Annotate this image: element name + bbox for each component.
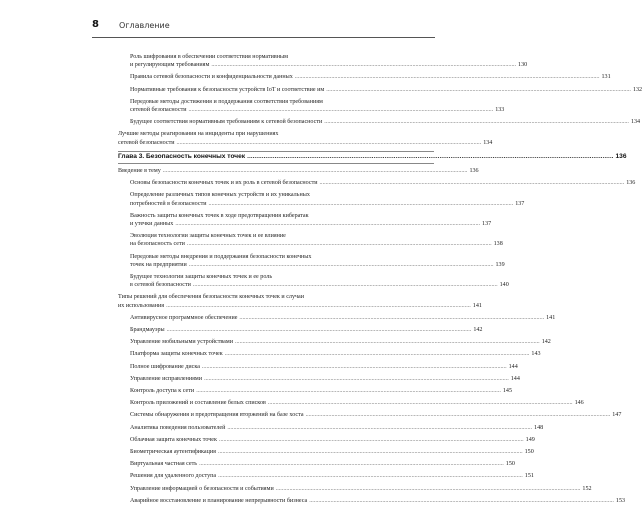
toc-page-number: 142 [473,327,483,333]
toc-entry-text: Лучшие методы реагирования на инциденты при нарушениях [118,131,279,138]
toc-page-number: 141 [472,302,482,309]
dot-leader: ........................................................................................................................................................................................................ [199,461,504,468]
dot-leader: ........................................................................................................................................................................................................ [204,375,509,382]
toc-page-number: 139 [495,261,505,268]
dot-leader: ........................................................................................................................................................................................................ [166,302,471,309]
toc-page-number: 151 [524,473,534,480]
toc-page-number: 148 [534,424,544,431]
toc-entry-text: их использования [118,302,165,309]
toc-entry-text: в сетевой безопасности [130,282,191,289]
toc-page-number: 146 [574,400,584,407]
dot-leader: ........................................................................................................................................................................................................ [217,449,523,455]
dot-leader: ........................................................................................................................................................................................................ [218,436,524,443]
toc-page-number: 134 [483,139,493,146]
dot-leader: ........................................................................................................................................................................................................ [188,261,494,268]
toc-entry-text: Введение в тему [118,168,161,174]
toc-entry-text: Антивирусное программное обеспечение [130,314,238,321]
chapter-rule-top [118,151,434,152]
chapter-rule-bottom [118,163,434,164]
toc-entry-text: Системы обнаружения и предотвращения вторжений на базе хоста [130,412,304,419]
toc-entry-text: на безопасность сети [130,241,185,248]
toc-entry-text: и регулирующим требованиям [130,62,210,69]
dot-leader: ........................................................................................................................................................................................................ [196,388,501,394]
toc-entry-text: Важность защиты конечных точек в ходе предотвращения кибератак [130,212,309,219]
dot-leader: ........................................................................................................................................................................................................ [319,180,625,187]
toc-entry-text: Нормативные требования к безопасности устройств IoT и соответствие им [130,86,325,93]
dot-leader: ........................................................................................................................................................................................................ [218,473,523,480]
dot-leader: ........................................................................................................................................................................................................ [275,485,581,492]
toc-page-number: 136 [615,152,627,160]
toc-entry-text: Передовые методы внедрения и поддержания безопасности конечных [130,253,312,260]
toc-page-number: 130 [518,62,528,69]
toc-entry-text: Правила сетевой безопасности и конфиденциальности данных [130,74,293,81]
toc-page-number: 150 [505,461,515,468]
dot-leader: ........................................................................................................................................................................................................ [208,200,514,207]
toc-page-number: 142 [541,339,551,346]
toc-entry-text: Будущее технологии защиты конечных точек и ее роль [130,274,273,280]
toc-page-number: 136 [626,180,636,187]
toc-entry-text: Облачная защита конечных точек [130,436,217,443]
toc-page-number: 133 [495,107,505,113]
dot-leader: ........................................................................................................................................................................................................ [176,139,482,146]
dot-leader: ........................................................................................................................................................................................................ [224,351,530,358]
toc-entry-text: Аналитика поведения пользователей [130,424,226,431]
toc-page-number: 144 [508,363,518,370]
toc-entry-text: Будущее соответствия нормативным требованиям к сетевой безопасности [130,119,323,126]
running-header-title: Оглавление [119,21,170,30]
dot-leader: ........................................................................................................................................................................................................ [267,400,573,407]
toc-page-number: 143 [531,351,541,358]
toc-page-number: 134 [630,119,641,126]
dot-leader: ........................................................................................................................................................................................................ [162,168,468,174]
toc-entry-text: Контроль приложений и составление белых списков [130,400,266,407]
header-divider [92,37,435,38]
toc-entry-text: Платформа защиты конечных точек [130,351,223,358]
toc-entry-text: Виртуальная частная сеть [130,461,198,468]
toc-page-number: 138 [493,241,503,248]
toc-page-number: 132 [632,86,642,93]
toc-entry-text: Основы безопасности конечных точек и их роль в сетевой безопасности [130,180,318,187]
toc-entry-text: сетевой безопасности [118,139,175,146]
toc-entry-text: Эволюция технологии защиты конечных точек и ее влияние [130,233,286,240]
toc-page-number: 150 [524,449,534,455]
dot-leader: ........................................................................................................................................................................................................ [186,241,492,248]
toc-page-number: 152 [582,485,592,492]
toc-entry-text: Передовые методы достижения и поддержания соответствия требованиям [130,98,323,105]
toc-entry-text: Решения для удаленного доступа [130,473,217,480]
toc-entry-text: Типы решений для обеспечения безопасности конечных точек и случаи [118,294,305,301]
toc-page-number: 136 [469,168,479,174]
toc-entry-text: Брандмауэры [130,327,165,333]
toc-page-number: 147 [612,412,622,419]
toc-entry-text: Управление информацией о безопасности и событиями [130,485,274,492]
dot-leader: ........................................................................................................................................................................................................ [309,497,614,504]
toc-entry-text: Контроль доступа к сети [130,388,195,394]
toc-entry-text: Роль шифрования в обеспечении соответствия нормативным [130,54,288,60]
dot-leader: ........................................................................................................................................................................................................ [235,339,540,346]
toc-entry-text: Аварийное восстановление и планирование непрерывности бизнеса [130,497,308,504]
toc-page-number: 153 [615,497,626,504]
toc-entry-text: Биометрическая аутентификация [130,449,216,455]
dot-leader: ........................................................................................................................................................................................................ [192,282,498,289]
dot-leader: ........................................................................................................................................................................................................ [326,86,631,93]
toc-page-number: 137 [515,200,525,207]
dot-leader: ........................................................................................................................................................................................................ [211,62,517,69]
dot-leader: ........................................................................................................................................................................................................ [166,327,472,333]
toc-page-number: 141 [546,314,556,321]
toc-page-number: 145 [502,388,513,394]
toc-entry-text: Глава 3. Безопасность конечных точек [118,152,246,160]
toc-entry-text: потребностей в безопасности [130,200,207,207]
dot-leader: ........................................................................................................................................................................................................ [305,412,611,419]
dot-leader: ........................................................................................................................................................................................................ [247,152,614,160]
dot-leader: ........................................................................................................................................................................................................ [324,119,629,126]
toc-page-number: 140 [499,282,509,289]
dot-leader: ........................................................................................................................................................................................................ [201,363,507,370]
toc-page-number: 144 [510,375,520,382]
toc-page-number: 137 [482,221,492,227]
dot-leader: ........................................................................................................................................................................................................ [188,107,494,113]
page-number: 8 [92,19,99,30]
dot-leader: ........................................................................................................................................................................................................ [227,424,533,431]
toc-page-number: 149 [525,436,535,443]
dot-leader: ........................................................................................................................................................................................................ [294,74,600,81]
toc-entry-text: Полное шифрование диска [130,363,200,370]
dot-leader: ........................................................................................................................................................................................................ [175,221,481,227]
toc-entry-text: и утечки данных [130,221,174,227]
toc-entry-text: Определение различных типов конечных устройств и их уникальных [130,192,310,199]
toc-entry-text: точек на предприятии [130,261,187,268]
toc-entry-text: сетевой безопасности [130,107,187,113]
toc-entry-text: Управление мобильными устройствами [130,339,233,346]
toc-page-number: 131 [601,74,611,81]
dot-leader: ........................................................................................................................................................................................................ [239,314,545,321]
toc-entry-text: Управление исправлениями [130,375,203,382]
